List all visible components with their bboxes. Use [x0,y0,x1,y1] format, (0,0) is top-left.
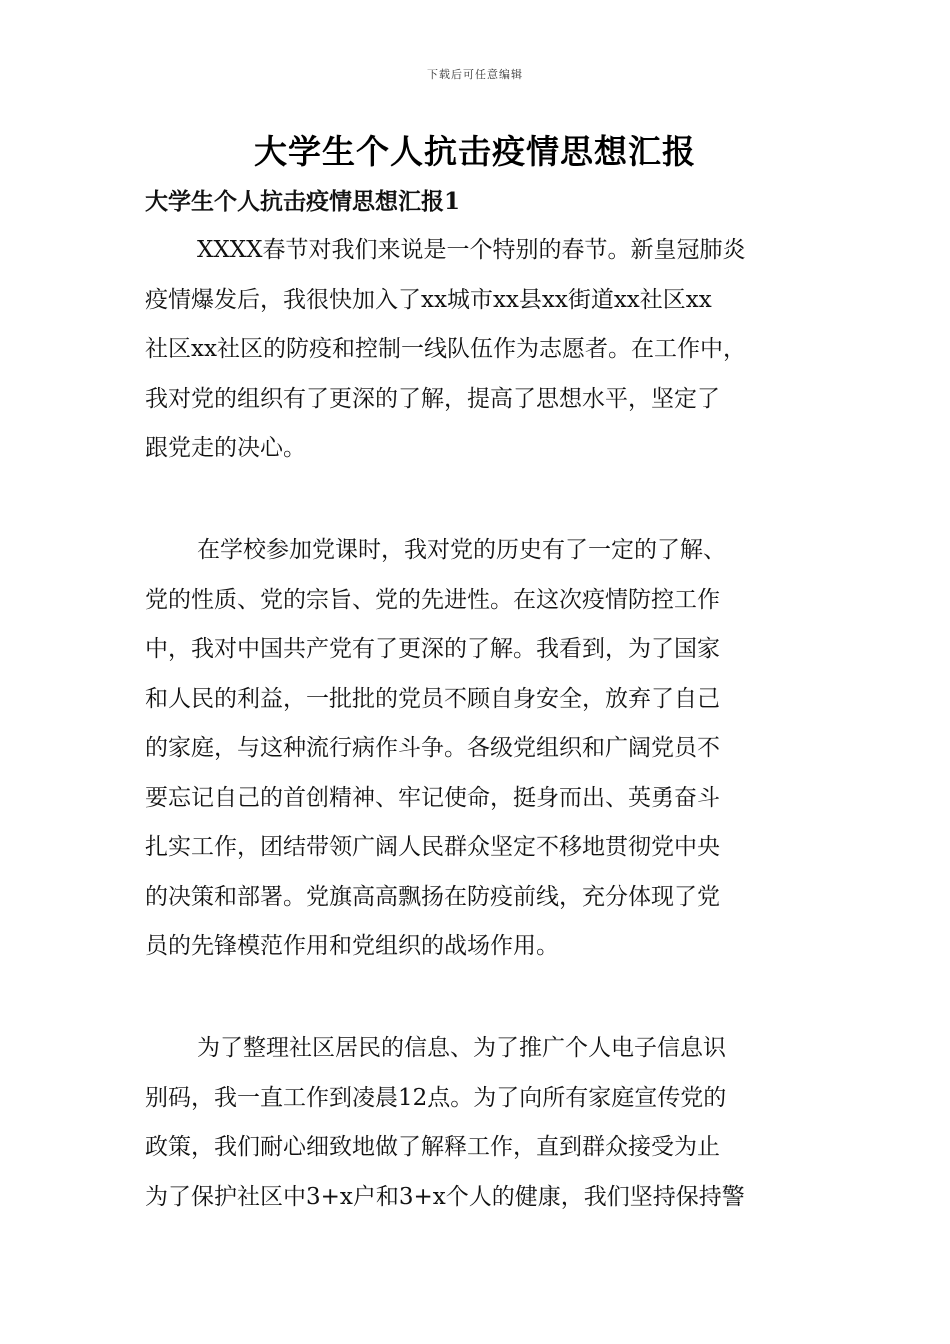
paragraph-line: 党的性质、党的宗旨、党的先进性。在这次疫情防控工作 [145,586,720,613]
paragraph-3 [145,1024,810,1222]
paragraph-line: 员的先锋模范作用和党组织的战场作用。 [145,933,559,959]
paragraph-line: 政策，我们耐心细致地做了解释工作，直到群众接受为止 [145,1134,720,1160]
paragraph-1 [145,226,810,474]
paragraph-line: 扎实工作，团结带领广阔人民群众坚定不移地贯彻党中央 [145,834,720,860]
paragraph-2 [145,526,810,972]
paragraph-line: 为了整理社区居民的信息、为了推广个人电子信息识 [197,1035,726,1061]
paragraph-line: 我对党的组织有了更深的了解，提高了思想水平，坚定了 [145,385,720,412]
paragraph-line: XXXX春节对我们来说是一个特别的春节。新皇冠肺炎 [197,237,746,263]
paragraph-line: 在学校参加党课时，我对党的历史有了一定的了解、 [197,537,726,563]
paragraph-line: 疫情爆发后，我很快加入了xx城市xx县xx街道xx社区xx [145,286,712,313]
paragraph-line: 的决策和部署。党旗高高飘扬在防疫前线，充分体现了党 [145,883,720,910]
paragraph-line: 为了保护社区中3+x户和3+x个人的健康，我们坚持保持警 [145,1183,745,1210]
paragraph-line: 跟党走的决心。 [145,435,306,461]
paragraph-line: 别码，我一直工作到凌晨12点。为了向所有家庭宣传党的 [145,1084,727,1111]
paragraph-line: 社区xx社区的防疫和控制一线队伍作为志愿者。在工作中， [145,336,746,362]
header-note: 下载后可任意编辑 [427,68,523,81]
paragraph-line: 中，我对中国共产党有了更深的了解。我看到，为了国家 [145,636,720,662]
paragraph-line: 和人民的利益，一批批的党员不顾自身安全，放弃了自己 [145,685,720,712]
document-title: 大学生个人抗击疫情思想汇报 [254,132,696,171]
section-heading: 大学生个人抗击疫情思想汇报1 [145,188,461,215]
paragraph-line: 要忘记自己的首创精神、牢记使命，挺身而出、英勇奋斗 [145,784,720,811]
paragraph-line: 的家庭，与这种流行病作斗争。各级党组织和广阔党员不 [145,735,720,761]
